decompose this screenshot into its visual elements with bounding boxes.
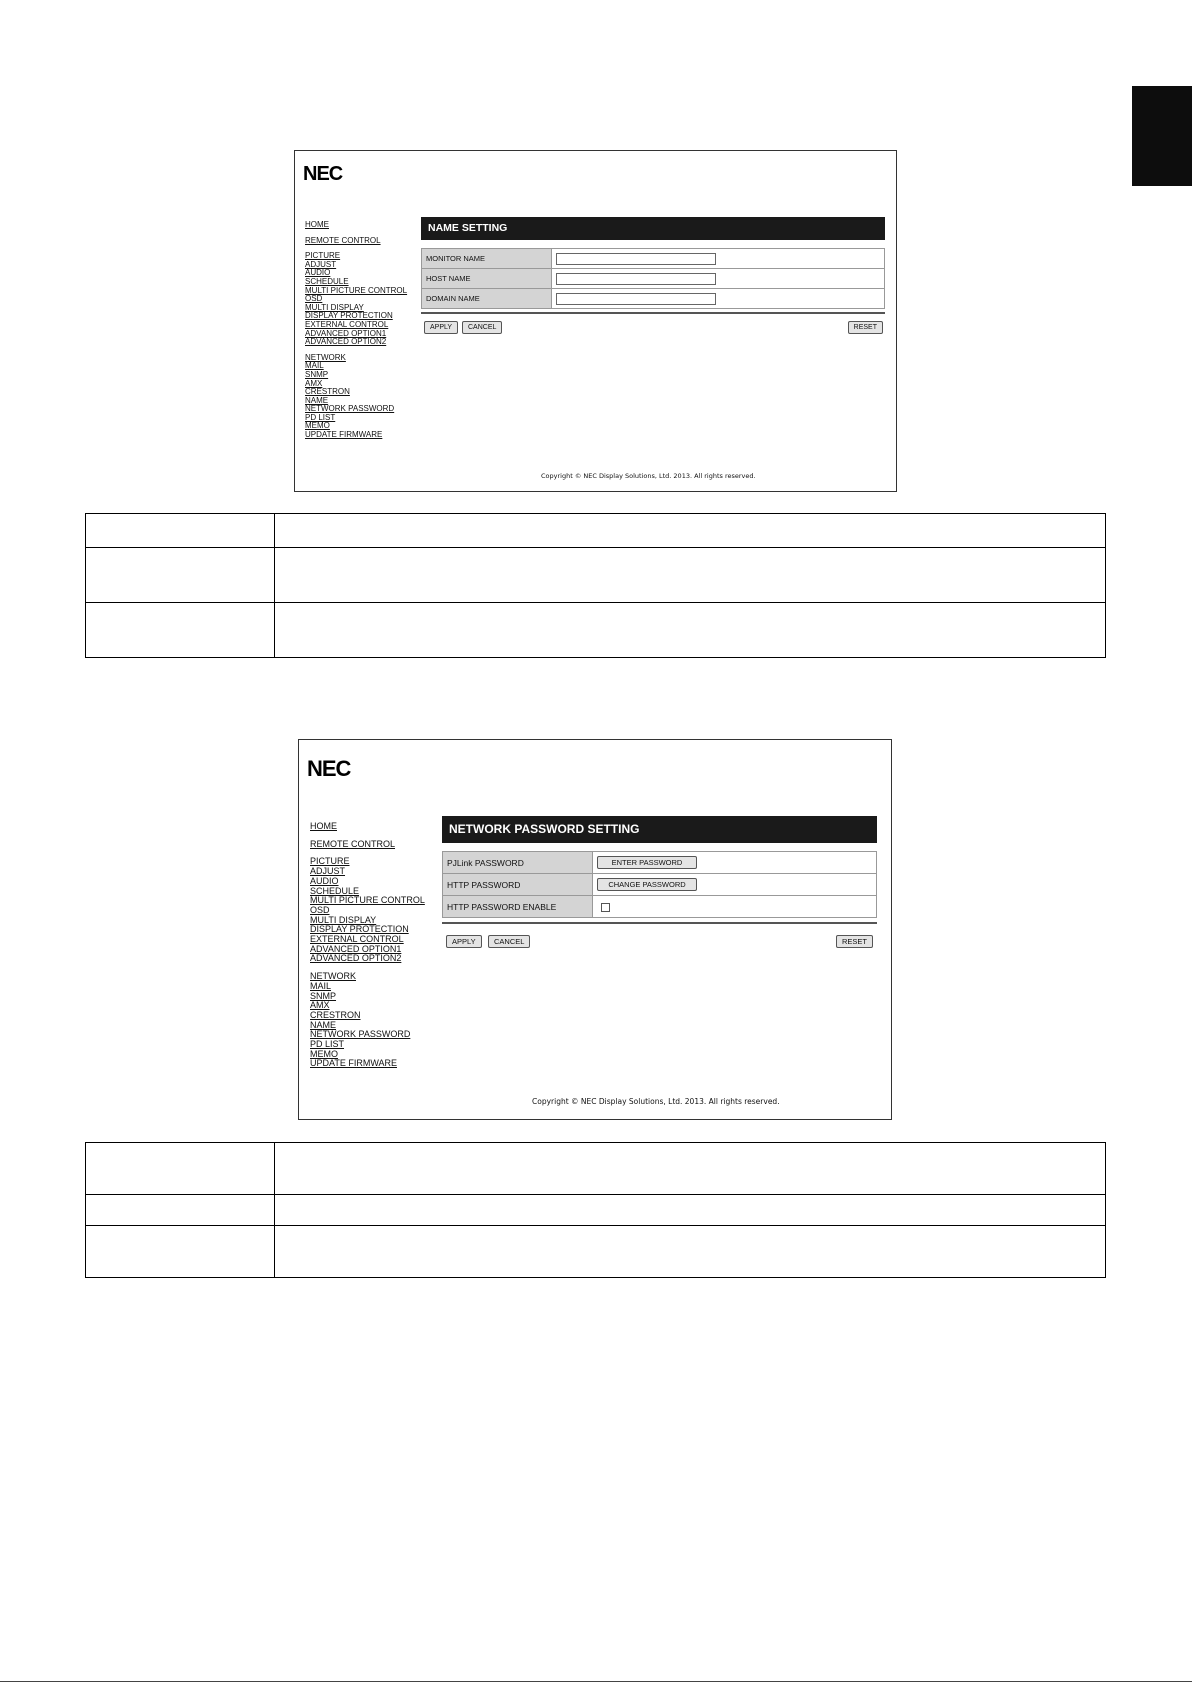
panel-title: NETWORK PASSWORD SETTING xyxy=(442,816,877,843)
sidebar-nav xyxy=(310,822,425,1069)
nav-amx[interactable]: AMX xyxy=(310,1000,330,1011)
form-row xyxy=(422,249,885,269)
nav-snmp[interactable]: SNMP xyxy=(310,990,337,1001)
form-row xyxy=(422,289,885,309)
reset-button[interactable]: RESET xyxy=(848,321,883,334)
nav-update-firmware[interactable]: UPDATE FIRMWARE xyxy=(305,430,383,440)
nav-remote-control[interactable]: REMOTE CONTROL xyxy=(305,235,381,245)
nec-logo: NEC xyxy=(307,756,351,781)
field-label: HOST NAME xyxy=(422,269,552,289)
nav-remote-control[interactable]: REMOTE CONTROL xyxy=(310,838,396,849)
nav-network[interactable]: NETWORK xyxy=(310,971,356,982)
form-row xyxy=(443,852,877,874)
network-password-description-table xyxy=(85,1142,1106,1278)
nav-advanced-option1[interactable]: ADVANCED OPTION1 xyxy=(310,943,402,954)
nav-name[interactable]: NAME xyxy=(305,395,329,405)
nav-snmp[interactable]: SNMP xyxy=(305,369,329,379)
nav-home[interactable]: HOME xyxy=(310,821,337,831)
nav-adjust[interactable]: ADJUST xyxy=(305,259,337,269)
nav-memo[interactable]: MEMO xyxy=(310,1048,338,1059)
field-label: DOMAIN NAME xyxy=(422,289,552,309)
nav-advanced-option1[interactable]: ADVANCED OPTION1 xyxy=(305,328,387,338)
nav-crestron[interactable]: CRESTRON xyxy=(310,1009,361,1020)
nav-external-control[interactable]: EXTERNAL CONTROL xyxy=(305,319,389,329)
apply-button[interactable]: APPLY xyxy=(446,935,482,948)
nav-update-firmware[interactable]: UPDATE FIRMWARE xyxy=(310,1058,397,1069)
section-tab-marker xyxy=(1132,86,1192,186)
nav-mail[interactable]: MAIL xyxy=(305,361,324,371)
nav-mail[interactable]: MAIL xyxy=(310,980,332,991)
name-setting-description-table xyxy=(85,513,1106,658)
change-password-button[interactable]: CHANGE PASSWORD xyxy=(597,878,697,891)
cancel-button[interactable]: CANCEL xyxy=(462,321,502,334)
form-row xyxy=(443,896,877,918)
field-label: PJLink PASSWORD xyxy=(443,852,593,874)
nav-crestron[interactable]: CRESTRON xyxy=(305,387,350,397)
nav-audio[interactable]: AUDIO xyxy=(310,875,339,886)
nav-display-protection[interactable]: DISPLAY PROTECTION xyxy=(310,924,409,935)
name-setting-screenshot xyxy=(294,150,897,492)
table-row xyxy=(86,1195,1106,1226)
nav-home[interactable]: HOME xyxy=(305,220,329,229)
nav-network-password[interactable]: NETWORK PASSWORD xyxy=(310,1029,411,1040)
name-setting-panel xyxy=(421,217,885,337)
reset-button[interactable]: RESET xyxy=(836,935,873,948)
sidebar-nav xyxy=(305,221,407,440)
enter-password-button[interactable]: ENTER PASSWORD xyxy=(597,856,697,869)
host-name-input[interactable] xyxy=(556,273,716,285)
network-password-form xyxy=(442,851,877,918)
network-password-panel xyxy=(442,816,877,951)
monitor-name-input[interactable] xyxy=(556,253,716,265)
nav-pd-list[interactable]: PD LIST xyxy=(310,1039,345,1050)
field-label: HTTP PASSWORD ENABLE xyxy=(443,896,593,918)
cancel-button[interactable]: CANCEL xyxy=(488,935,530,948)
table-row xyxy=(86,548,1106,603)
nav-network[interactable]: NETWORK xyxy=(305,352,346,362)
nav-adjust[interactable]: ADJUST xyxy=(310,866,346,877)
nav-external-control[interactable]: EXTERNAL CONTROL xyxy=(310,934,404,945)
nav-multi-picture-control[interactable]: MULTI PICTURE CONTROL xyxy=(310,895,425,906)
divider xyxy=(421,312,885,314)
nav-multi-display[interactable]: MULTI DISPLAY xyxy=(305,302,364,312)
apply-button[interactable]: APPLY xyxy=(424,321,458,334)
table-row xyxy=(86,603,1106,658)
network-password-setting-screenshot xyxy=(298,739,892,1120)
nav-picture[interactable]: PICTURE xyxy=(305,251,341,261)
nav-osd[interactable]: OSD xyxy=(305,294,323,304)
copyright-text: Copyright © NEC Display Solutions, Ltd. 2013. All rights reserved. xyxy=(541,472,756,480)
panel-title: NAME SETTING xyxy=(421,217,885,240)
table-row xyxy=(86,1226,1106,1278)
table-row xyxy=(86,514,1106,548)
nav-picture[interactable]: PICTURE xyxy=(310,856,350,867)
nav-name[interactable]: NAME xyxy=(310,1019,337,1030)
http-password-enable-checkbox[interactable] xyxy=(601,903,610,912)
form-row xyxy=(422,269,885,289)
nav-amx[interactable]: AMX xyxy=(305,378,323,388)
nav-schedule[interactable]: SCHEDULE xyxy=(305,276,349,286)
form-row xyxy=(443,874,877,896)
field-label: MONITOR NAME xyxy=(422,249,552,269)
nav-audio[interactable]: AUDIO xyxy=(305,268,331,278)
nav-advanced-option2[interactable]: ADVANCED OPTION2 xyxy=(305,337,387,347)
copyright-text: Copyright © NEC Display Solutions, Ltd. 2013. All rights reserved. xyxy=(532,1097,780,1106)
nav-osd[interactable]: OSD xyxy=(310,904,330,915)
divider xyxy=(442,922,877,924)
table-row xyxy=(86,1143,1106,1195)
nav-display-protection[interactable]: DISPLAY PROTECTION xyxy=(305,311,393,321)
nav-schedule[interactable]: SCHEDULE xyxy=(310,885,360,896)
nec-logo: NEC xyxy=(303,163,343,185)
nav-network-password[interactable]: NETWORK PASSWORD xyxy=(305,404,395,414)
nav-pd-list[interactable]: PD LIST xyxy=(305,412,336,422)
domain-name-input[interactable] xyxy=(556,293,716,305)
nav-memo[interactable]: MEMO xyxy=(305,421,330,431)
page-footer-rule xyxy=(0,1681,1192,1682)
field-label: HTTP PASSWORD xyxy=(443,874,593,896)
nav-multi-display[interactable]: MULTI DISPLAY xyxy=(310,914,377,925)
nav-advanced-option2[interactable]: ADVANCED OPTION2 xyxy=(310,953,402,964)
name-setting-form xyxy=(421,248,885,309)
nav-multi-picture-control[interactable]: MULTI PICTURE CONTROL xyxy=(305,285,408,295)
